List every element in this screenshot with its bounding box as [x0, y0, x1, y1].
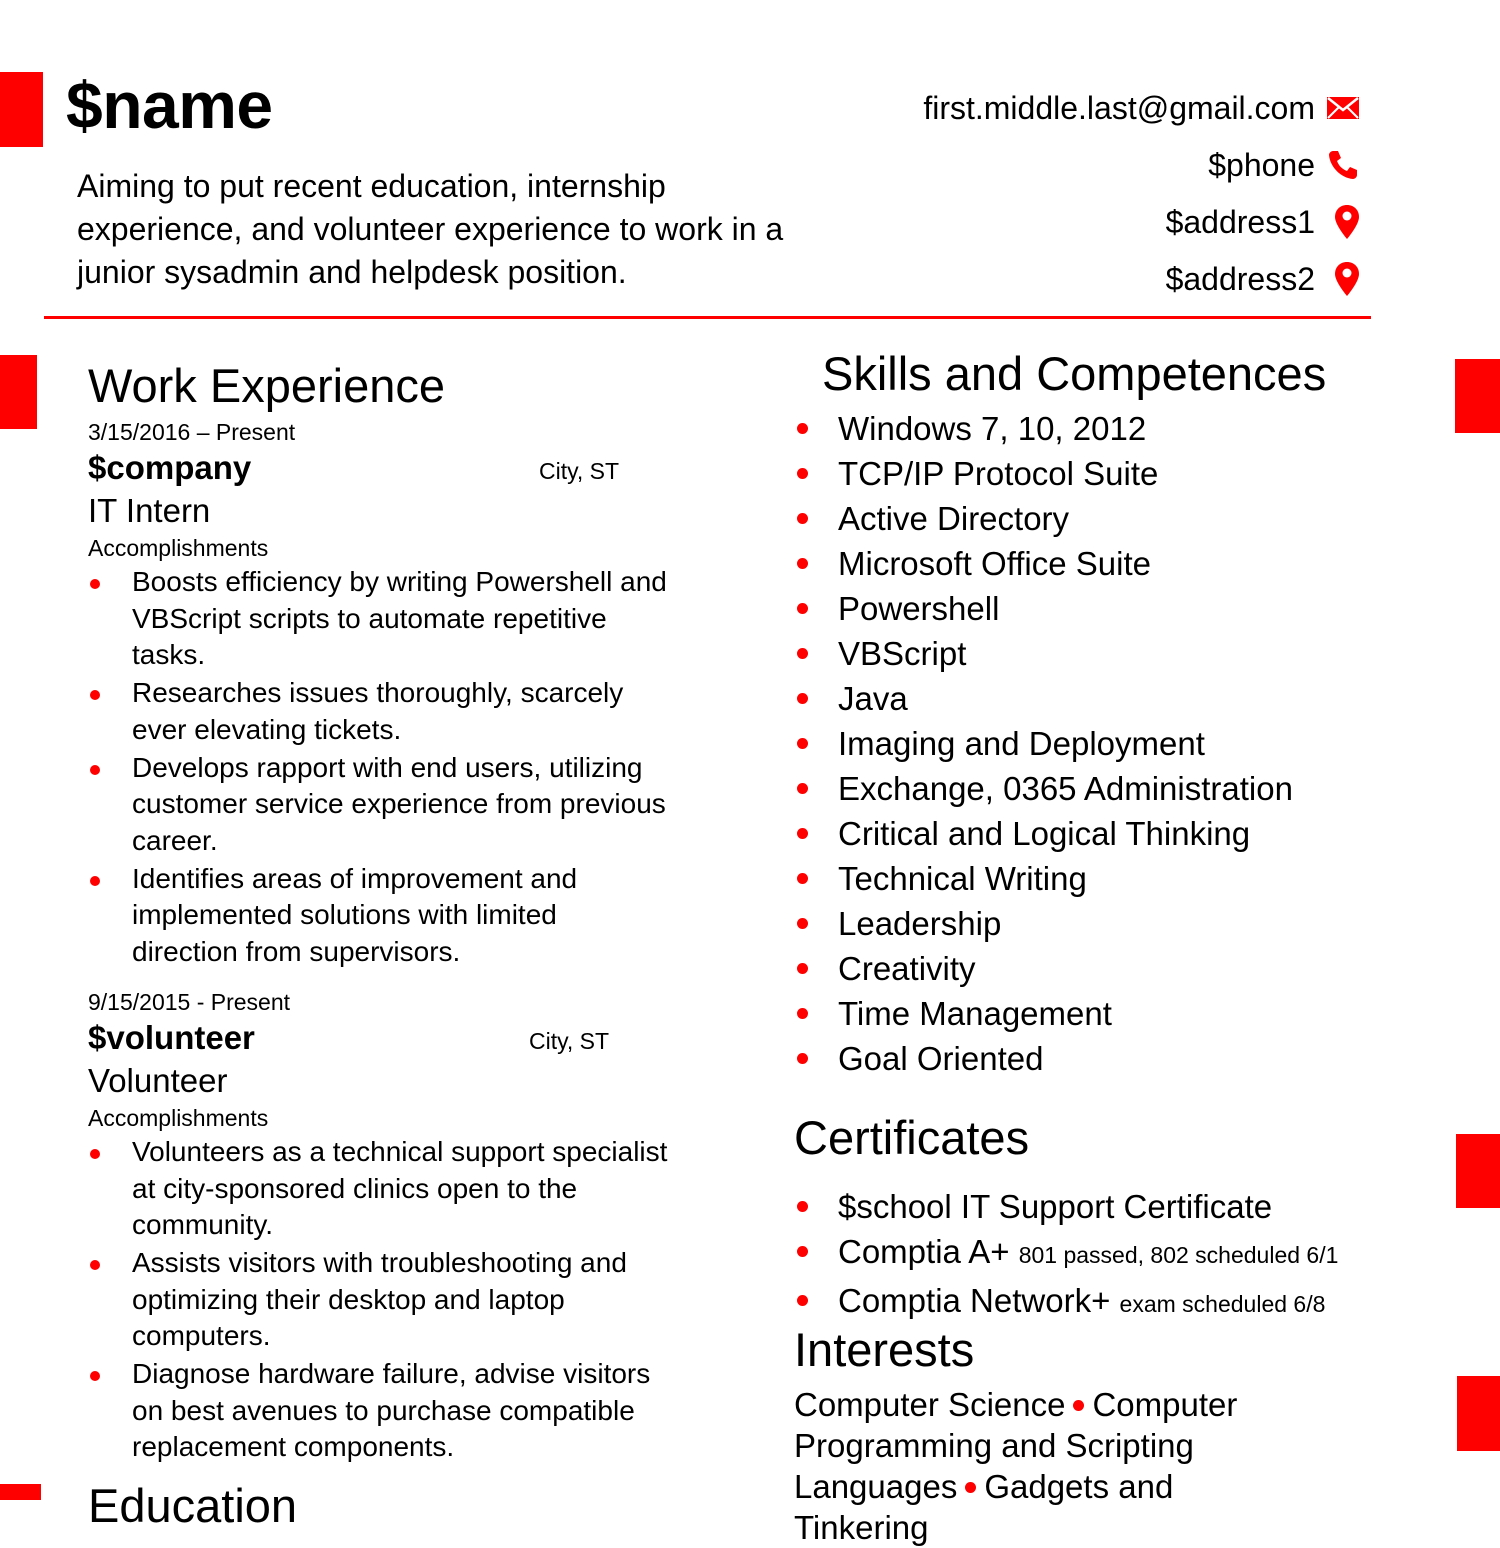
interests-heading: Interests: [794, 1323, 975, 1376]
accent-bar-right-bottom: [1457, 1376, 1500, 1451]
certificate-note: 801 passed, 802 scheduled 6/1: [1018, 1242, 1339, 1268]
phone-icon: [1323, 149, 1359, 181]
job-company: $volunteer: [88, 1019, 255, 1056]
list-item: Exchange, 0365 Administration: [794, 766, 1444, 811]
certificates-heading: Certificates: [794, 1111, 1030, 1164]
job-dates: 3/15/2016 – Present: [88, 419, 296, 445]
list-item: Diagnose hardware failure, advise visitors on best avenues to purchase compatible replacement components.: [88, 1356, 668, 1466]
list-item: [794, 1229, 1444, 1278]
list-item: Goal Oriented: [794, 1036, 1444, 1081]
certificate-note: exam scheduled 6/8: [1119, 1291, 1326, 1317]
list-item: Leadership: [794, 901, 1444, 946]
list-item: VBScript: [794, 631, 1444, 676]
education-heading: Education: [88, 1479, 298, 1532]
list-item: Java: [794, 676, 1444, 721]
interests-text: [794, 1384, 1314, 1548]
objective-statement: Aiming to put recent education, internship experience, and volunteer experience to work in a junior sysadmin and helpdesk position.: [77, 168, 784, 290]
header-divider: [44, 316, 1371, 319]
list-item: Technical Writing: [794, 856, 1444, 901]
accent-bar-left-header: [0, 72, 43, 147]
accent-bar-right-top: [1455, 359, 1500, 433]
job-accomplishments-list: [88, 564, 668, 972]
interest-item: Computer Science: [794, 1386, 1066, 1423]
skills-heading: Skills and Competences: [822, 347, 1327, 400]
job-location: City, ST: [539, 458, 620, 484]
accent-bar-left-section: [0, 355, 37, 429]
list-item: Active Directory: [794, 496, 1444, 541]
list-item: Creativity: [794, 946, 1444, 991]
job-role: IT Intern: [88, 492, 211, 529]
contact-phone: [1208, 145, 1359, 185]
contact-address2: [1166, 259, 1359, 299]
list-item: Critical and Logical Thinking: [794, 811, 1444, 856]
list-item: Powershell: [794, 586, 1444, 631]
accent-bar-right-middle: [1456, 1134, 1500, 1208]
contact-address1: [1166, 202, 1359, 242]
separator-dot: [965, 1482, 976, 1493]
separator-dot: [1073, 1400, 1084, 1411]
job-accomplishments-list: [88, 1134, 668, 1467]
map-pin-icon: [1323, 205, 1359, 239]
certificate-name: Comptia A+: [838, 1233, 1010, 1270]
envelope-icon: [1323, 97, 1359, 119]
certificates-list: [794, 1184, 1444, 1327]
accent-bar-left-bottom: [0, 1484, 41, 1500]
email-text: first.middle.last@gmail.com: [923, 90, 1315, 126]
list-item: Identifies areas of improvement and implemented solutions with limited direction from supervisors.: [88, 861, 668, 971]
list-item: [794, 1278, 1444, 1327]
skills-list: [794, 406, 1444, 1081]
job-dates: 9/15/2015 - Present: [88, 989, 291, 1015]
job-location: City, ST: [529, 1028, 610, 1054]
list-item: Microsoft Office Suite: [794, 541, 1444, 586]
list-item: Researches issues thoroughly, scarcely ever elevating tickets.: [88, 675, 668, 748]
list-item: Time Management: [794, 991, 1444, 1036]
certificate-name: $school IT Support Certificate: [838, 1188, 1273, 1225]
interest-item: Gadgets and Tinkering: [794, 1468, 1174, 1546]
address2-text: $address2: [1165, 261, 1315, 297]
list-item: Assists visitors with troubleshooting and optimizing their desktop and laptop computers.: [88, 1245, 668, 1355]
interest-item: Computer Programming and Scripting Languages: [794, 1386, 1238, 1505]
candidate-name: $name: [66, 68, 273, 142]
list-item: Boosts efficiency by writing Powershell and VBScript scripts to automate repetitive tasks.: [88, 564, 668, 674]
map-pin-icon: [1323, 262, 1359, 296]
job-company: $company: [88, 449, 252, 486]
address1-text: $address1: [1165, 204, 1315, 240]
work-experience-heading: Work Experience: [88, 359, 445, 412]
list-item: TCP/IP Protocol Suite: [794, 451, 1444, 496]
list-item: Imaging and Deployment: [794, 721, 1444, 766]
list-item: Windows 7, 10, 2012: [794, 406, 1444, 451]
phone-text: $phone: [1208, 147, 1315, 183]
contact-email: [923, 88, 1359, 128]
list-item: Develops rapport with end users, utilizing customer service experience from previous career.: [88, 750, 668, 860]
job-role: Volunteer: [88, 1062, 228, 1099]
accomplishments-label: Accomplishments: [88, 1105, 269, 1131]
accomplishments-label: Accomplishments: [88, 535, 269, 561]
certificate-name: Comptia Network+: [838, 1282, 1111, 1319]
list-item: Volunteers as a technical support specialist at city-sponsored clinics open to the community.: [88, 1134, 668, 1244]
list-item: [794, 1184, 1444, 1229]
